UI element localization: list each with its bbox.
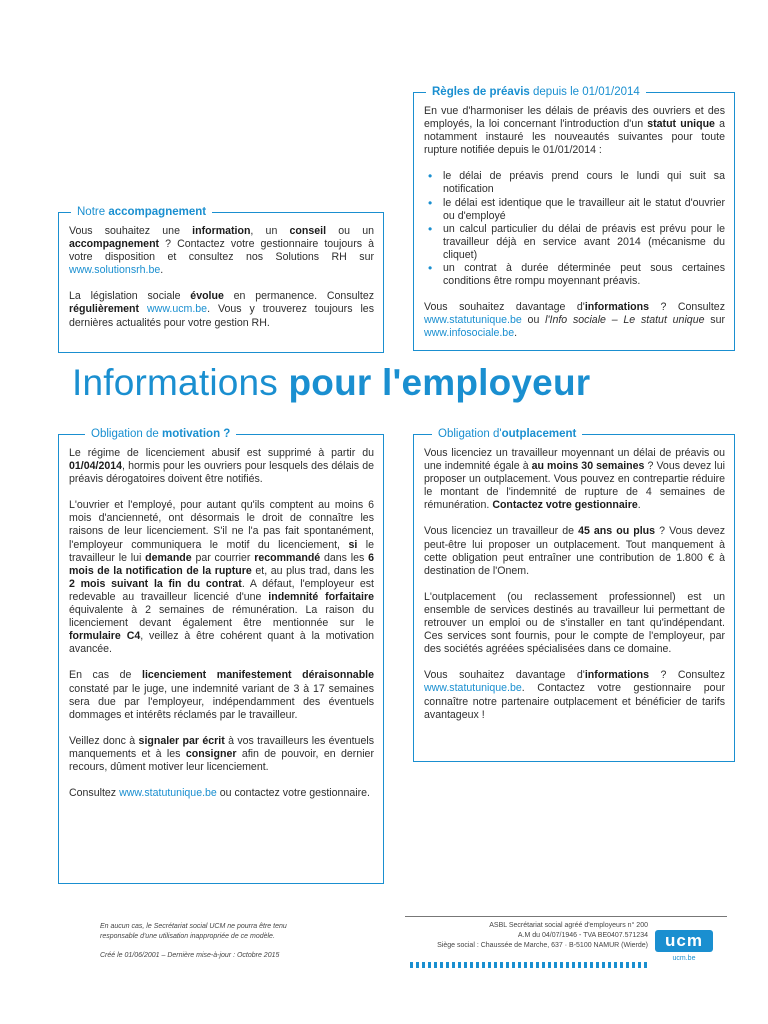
motivation-p1: Le régime de licenciement abusif est supprimé à partir du 01/04/2014, hormis pour les ouvriers pour lesquels des délais de préavis dérogatoires doivent être notifiés. — [69, 447, 374, 486]
list-item: • un calcul particulier du délai de préavis est prévu pour le travailleur déjà en service avant 2014 (mécanisme du cliquet) — [424, 223, 725, 262]
outplacement-p3: L'outplacement (ou reclassement professionnel) est un ensemble de services destinés au travailleur lui permettant de retrouver un emploi ou de s'installer en tant qu'indépendant. Ces services sont fournis, pour le compte de l'employeur, par des sociétés agréées spécialisées dans ce domaine. — [424, 590, 725, 656]
preavis-outro: Vous souhaitez davantage d'informations ? Consultez www.statutunique.be ou l'Info sociale – Le statut unique sur www.infosociale.be. — [424, 301, 725, 340]
solutionsrh-link[interactable]: www.solutionsrh.be — [69, 264, 161, 277]
accompagnement-body — [69, 225, 374, 330]
outplacement-p2: Vous licenciez un travailleur de 45 ans ou plus ? Vous devez peut-être lui proposer un outplacement. Tout manquement à cette obligation peut entraîner une contribution de 1.800 € à destination de l'Onem. — [424, 525, 725, 577]
statutunique-link[interactable]: www.statutunique.be — [119, 787, 217, 800]
preavis-body — [424, 105, 725, 341]
motivation-box — [58, 428, 384, 884]
page-title: Informations pour l'employeur — [72, 362, 591, 403]
org-line: ASBL Secrétariat social agréé d'employeurs n° 200 — [489, 922, 648, 929]
outplacement-p1: Vous licenciez un travailleur moyennant un délai de préavis ou une indemnité égale à au moins 30 semaines ? Vous devez lui proposer un outplacement. Vous pouvez en contrepartie réduire le montant de l'indemnité de rupture de 4 semaines de rémunération. Contactez votre gestionnaire. — [424, 447, 725, 512]
org-line: Siège social : Chaussée de Marche, 637 · B-5100 NAMUR (Wierde) — [437, 942, 648, 949]
preavis-list — [424, 170, 725, 288]
statutunique-link[interactable]: www.statutunique.be — [424, 314, 522, 327]
preavis-title: Règles de préavis depuis le 01/01/2014 — [426, 84, 646, 100]
motivation-p4: Veillez donc à signaler par écrit à vos travailleurs les éventuels manquements et à les consigner afin de pouvoir, en dernier recours, dûment motiver leur licenciement. — [69, 734, 374, 773]
motivation-p3: En cas de licenciement manifestement déraisonnable constaté par le juge, une indemnité variant de 3 à 17 semaines sera due par l'employeur, indépendamment des éventuels dommages et intérêts réclamés par le travailleur. — [69, 669, 374, 721]
accompagnement-box — [58, 206, 384, 353]
motivation-title: Obligation de motivation ? — [85, 426, 236, 442]
ucm-link[interactable]: www.ucm.be — [147, 303, 208, 316]
statutunique-link[interactable]: www.statutunique.be — [424, 682, 522, 695]
org-line: A.M du 04/07/1946 - TVA BE0407.571234 — [517, 932, 648, 939]
motivation-p2: L'ouvrier et l'employé, pour autant qu'ils comptent au moins 6 mois d'ancienneté, ont désormais le droit de connaître les raisons de leur licenciement. S'il ne l'a pas fait spontanément, l'employeur communiquera le motif du licenciement, si le travailleur le lui demande par courrier recommandé dans les 6 mois de la notification de la rupture et, au plus trad, dans les 2 mois suivant la fin du contrat. A défaut, l'employeur est redevable au travailleur licencié d'une indemnité forfaitaire équivalente à 2 semaines de rémunération. La raison du licenciement devant également être mentionnée sur le formulaire C4, veillez à être cohérent quant à la motivation avancée. — [69, 499, 374, 656]
ucm-site-label: ucm.be — [672, 955, 696, 962]
outplacement-body — [424, 447, 725, 722]
accompagnement-p2: La législation sociale évolue en permanence. Consultez régulièrement www.ucm.be. Vous y trouverez toujours les dernières actualités pour votre gestion RH. — [69, 290, 375, 329]
footer-disclaimer — [100, 922, 315, 970]
footer-org-info — [437, 921, 648, 951]
created-date: Créé le 01/06/2001 – Dernière mise-à-jour : Octobre 2015 — [100, 952, 280, 959]
motivation-p5: Consultez www.statutunique.be ou contactez votre gestionnaire. — [69, 787, 370, 800]
motivation-body — [69, 447, 374, 800]
list-item: • le délai de préavis prend cours le lundi qui suit sa notification — [424, 170, 725, 196]
accompagnement-title: Notre accompagnement — [71, 204, 212, 220]
list-item: • le délai est identique que le travailleur ait le statut d'ouvrier ou d'employé — [424, 197, 725, 223]
outplacement-box — [413, 428, 735, 762]
accompagnement-p1: Vous souhaitez une information, un conseil ou un accompagnement ? Contactez votre gestionnaire toujours à votre disposition et consultez nos Solutions RH sur www.solutionsrh.be. — [69, 225, 374, 277]
preavis-box — [413, 86, 735, 351]
disclaimer-text: En aucun cas, le Secrétariat social UCM ne pourra être tenu responsable d'une utilisation inappropriée de ce modèle. — [100, 923, 287, 940]
footer-decor-bar — [410, 962, 650, 968]
preavis-intro: En vue d'harmoniser les délais de préavis des ouvriers et des employés, la loi concernant l'introduction d'un statut unique a notamment instauré les nouveautés suivantes pour toute rupture notifiée depuis le 01/01/2014 : — [424, 105, 725, 157]
footer-divider — [405, 916, 727, 917]
ucm-logo: ucm — [655, 930, 713, 952]
outplacement-title: Obligation d'outplacement — [432, 426, 582, 442]
infosociale-link[interactable]: www.infosociale.be — [424, 327, 515, 340]
outplacement-p4: Vous souhaitez davantage d'informations ? Consultez www.statutunique.be. Contactez votre gestionnaire pour connaître notre partenaire outplacement et bénéficier de tarifs avantageux ! — [424, 669, 725, 721]
list-item: • un contrat à durée déterminée peut sous certaines conditions être rompu moyennant préavis. — [424, 262, 725, 288]
